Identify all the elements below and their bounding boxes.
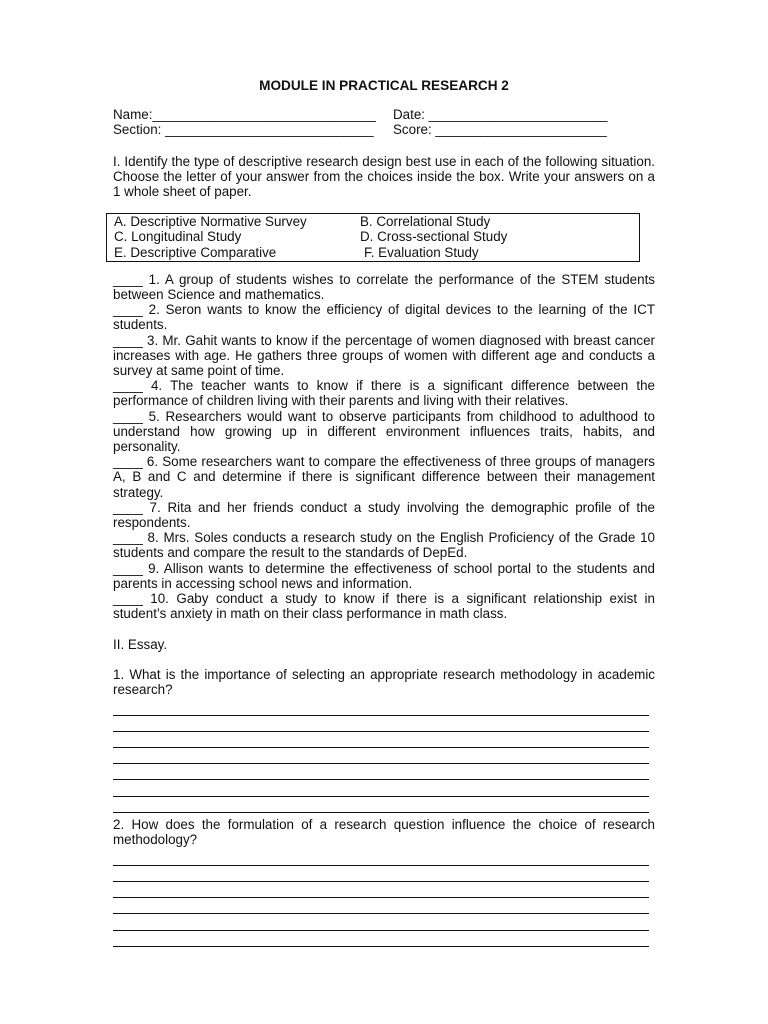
list-item: ____ 2. Seron wants to know the efficiency of digital devices to the learning of the ICT students. (113, 302, 655, 333)
worksheet-page (113, 78, 655, 947)
part1-items (113, 272, 655, 622)
answer-line (113, 850, 649, 866)
list-item: ____ 1. A group of students wishes to correlate the performance of the STEM students between Science and mathematics. (113, 271, 655, 303)
answer-lines-1 (113, 700, 655, 813)
answer-line (113, 781, 649, 797)
list-item: ____ 6. Some researchers want to compare the effectiveness of three groups of managers A, B and C and determine if there is significant difference between their management strategy. (113, 454, 655, 500)
list-item: ____ 10. Gaby conduct a study to know if there is a significant relationship exist in student’s anxiety in math on their class performance in math class. (113, 591, 655, 622)
part1-instructions: I. Identify the type of descriptive research design best use in each of the following situation. Choose the letter of your answer from the choices inside the box. Write your answers on a 1 whole sheet of paper. (113, 153, 655, 200)
answer-line (113, 716, 649, 732)
answer-line (113, 749, 649, 765)
list-item: ____ 7. Rita and her friends conduct a study involving the demographic profile of the respondents. (113, 499, 655, 531)
student-info-fields (113, 107, 655, 137)
list-item: ____ 9. Allison wants to determine the effectiveness of school portal to the students and parents in accessing school news and information. (113, 560, 655, 591)
choices-box (106, 213, 640, 262)
list-item: ____ 4. The teacher wants to know if there is a significant difference between the performance of children living with their parents and living with their relatives. (113, 378, 655, 409)
name-field: Name:______________________________ (113, 107, 376, 123)
choice-e: E. Descriptive Comparative (114, 244, 277, 260)
answer-line (113, 732, 649, 748)
answer-line (113, 899, 649, 915)
choice-c: C. Longitudinal Study (114, 229, 242, 245)
score-field: Score: _______________________ (393, 122, 607, 138)
part2-heading: II. Essay. (113, 636, 168, 652)
choice-d: D. Cross-sectional Study (360, 229, 508, 245)
answer-lines-2 (113, 850, 655, 947)
section-field: Section: ____________________________ (113, 122, 374, 138)
answer-line (113, 915, 649, 931)
essay-question-2: 2. How does the formulation of a research question influence the choice of research methodology? (113, 816, 655, 848)
page-title: MODULE IN PRACTICAL RESEARCH 2 (259, 78, 509, 93)
list-item: ____ 5. Researchers would want to observe participants from childhood to adulthood to understand how growing up in different environment influences traits, habits, and personality. (113, 408, 655, 455)
answer-line (113, 797, 649, 813)
answer-line (113, 931, 649, 947)
answer-line (113, 866, 649, 882)
list-item: ____ 3. Mr. Gahit wants to know if the percentage of women diagnosed with breast cancer increases with age. He gathers three groups of women with different age and conducts a survey at same point of time. (113, 332, 655, 379)
choice-f: F. Evaluation Study (364, 244, 479, 260)
date-field: Date: ________________________ (393, 107, 608, 123)
essay-question-1: 1. What is the importance of selecting an appropriate research methodology in academic research? (113, 666, 655, 697)
choice-b: B. Correlational Study (360, 214, 491, 230)
list-item: ____ 8. Mrs. Soles conducts a research study on the English Proficiency of the Grade 10 students and compare the result to the standards of DepEd. (113, 530, 655, 561)
answer-line (113, 700, 649, 716)
answer-line (113, 883, 649, 899)
choice-a: A. Descriptive Normative Survey (114, 214, 307, 230)
answer-line (113, 765, 649, 781)
